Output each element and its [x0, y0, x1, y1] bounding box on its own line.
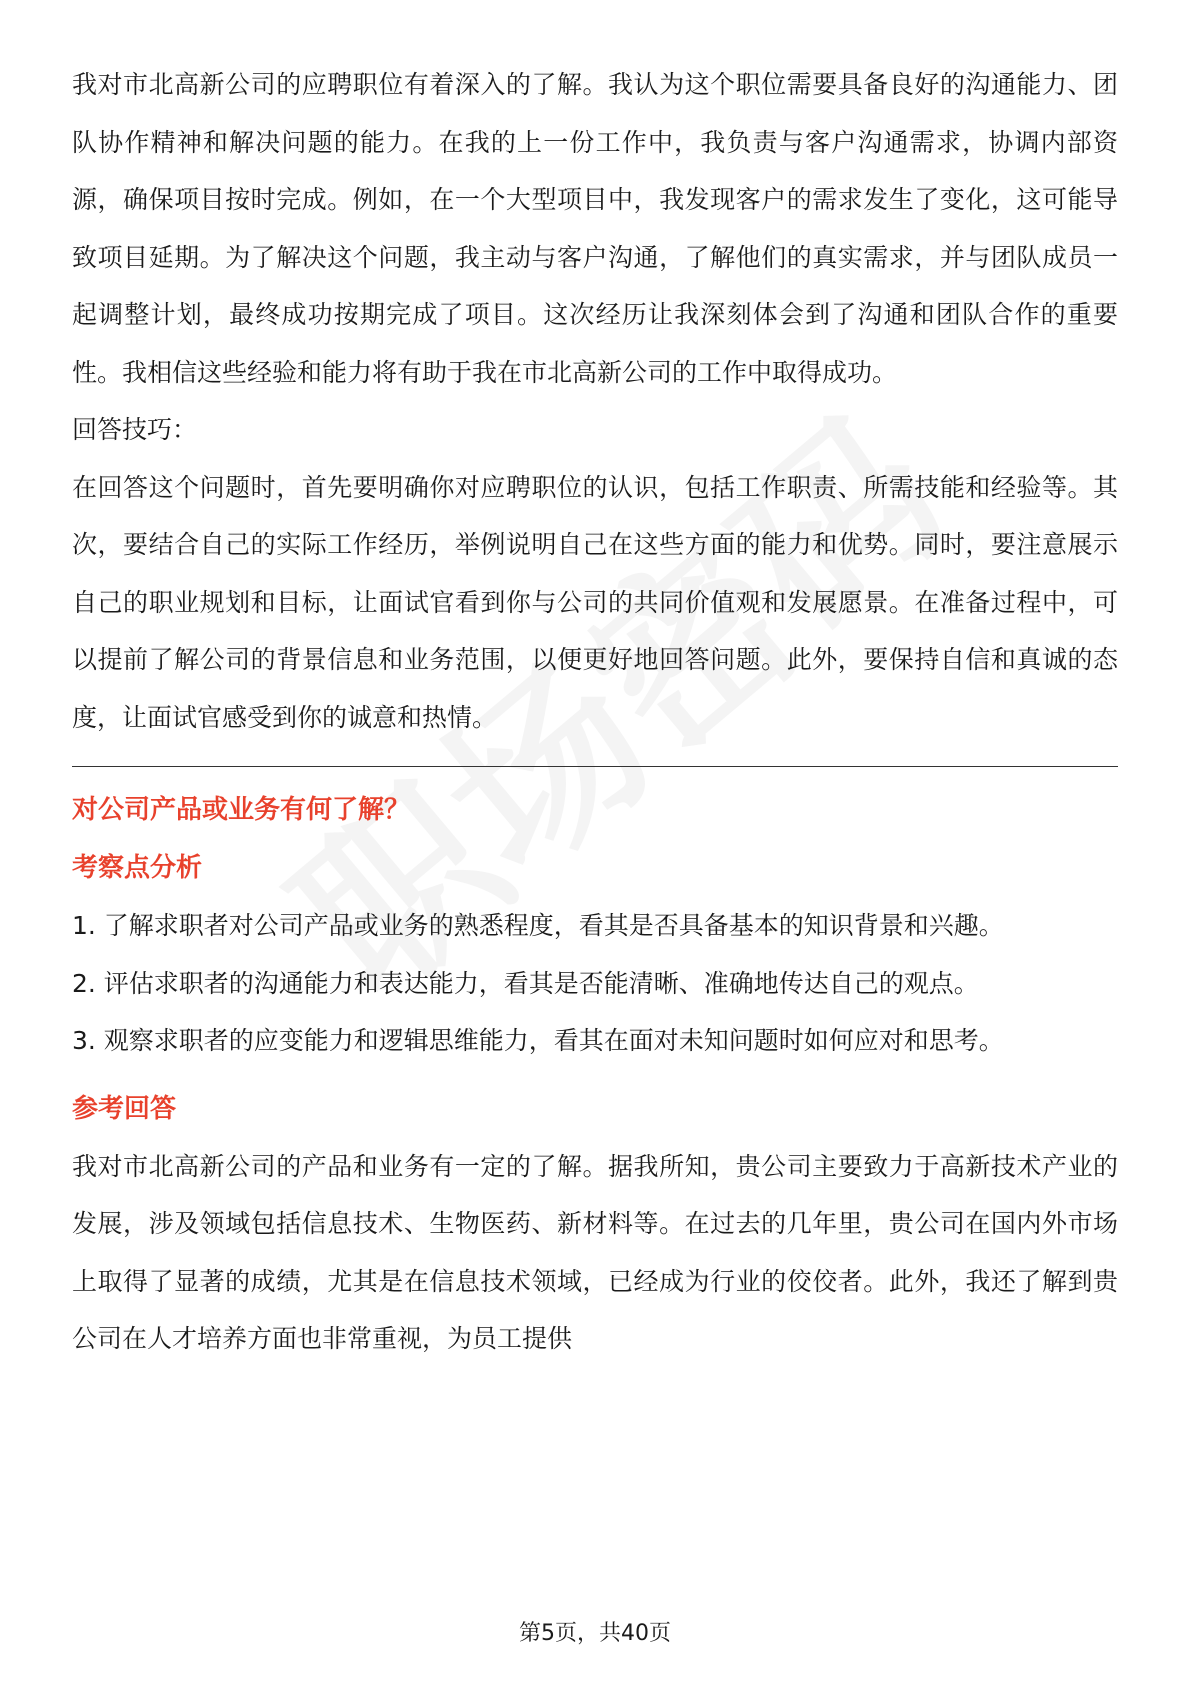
- analysis-heading: 考察点分析: [72, 853, 203, 883]
- analysis-point-2: 2. 评估求职者的沟通能力和表达能力，看其是否能清晰、准确地传达自己的观点。: [72, 968, 979, 998]
- previous-answer-paragraph: 我对市北高新公司的应聘职位有着深入的了解。我认为这个职位需要具备良好的沟通能力、团队协作精神和解决问题的能力。在我的上一份工作中，我负责与客户沟通需求，协调内部资源，确保项目按时完成。例如，在一个大型项目中，我发现客户的需求发生了变化，这可能导致项目延期。为了解决这个问题，我主动与客户沟通，了解他们的真实需求，并与团队成员一起调整计划，最终成功按期完成了项目。这次经历让我深刻体会到了沟通和团队合作的重要性。我相信这些经验和能力将有助于我在市北高新公司的工作中取得成功。: [72, 70, 1118, 387]
- analysis-point-1: 1. 了解求职者对公司产品或业务的熟悉程度，看其是否具备基本的知识背景和兴趣。: [72, 911, 1004, 940]
- question-title: 对公司产品或业务有何了解？: [72, 795, 411, 825]
- document-page: [72, 56, 1118, 1368]
- section-divider: [72, 766, 1118, 767]
- tips-label: 回答技巧：: [72, 415, 198, 444]
- analysis-point-3: 3. 观察求职者的应变能力和逻辑思维能力，看其在面对未知问题时如何应对和思考。: [72, 1026, 1004, 1055]
- reference-paragraph: 我对市北高新公司的产品和业务有一定的了解。据我所知，贵公司主要致力于高新技术产业的发展，涉及领域包括信息技术、生物医药、新材料等。在过去的几年里，贵公司在国内外市场上取得了显著的成绩，尤其是在信息技术领域，已经成为行业的佼佼者。此外，我还了解到贵公司在人才培养方面也非常重视，为员工提供: [72, 1151, 1118, 1353]
- tips-paragraph: 在回答这个问题时，首先要明确你对应聘职位的认识，包括工作职责、所需技能和经验等。其次，要结合自己的实际工作经历，举例说明自己在这些方面的能力和优势。同时，要注意展示自己的职业规划和目标，让面试官看到你与公司的共同价值观和发展愿景。在准备过程中，可以提前了解公司的背景信息和业务范围，以便更好地回答问题。此外，要保持自信和真诚的态度，让面试官感受到你的诚意和热情。: [72, 472, 1118, 732]
- page-footer: 第5页，共40页: [519, 1621, 671, 1646]
- reference-heading: 参考回答: [72, 1093, 177, 1124]
